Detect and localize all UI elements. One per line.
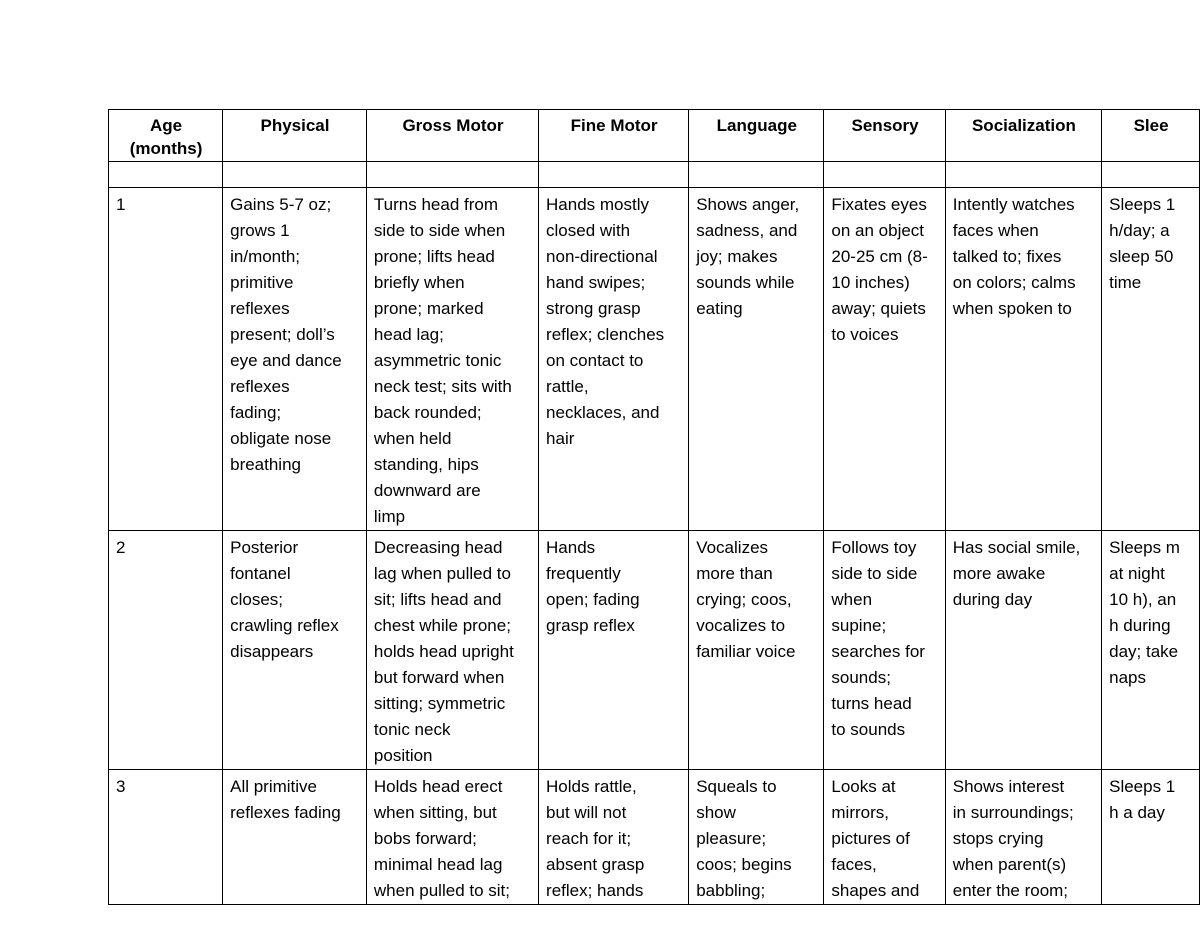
header-age: Age (months) bbox=[109, 110, 223, 162]
cell-physical: All primitive reflexes fading bbox=[223, 770, 367, 905]
blank-cell bbox=[824, 162, 945, 188]
blank-cell bbox=[366, 162, 538, 188]
header-fine-motor: Fine Motor bbox=[539, 110, 689, 162]
cell-age: 3 bbox=[109, 770, 223, 905]
cell-gross-motor: Turns head from side to side when prone; lifts head briefly when prone; marked head lag; asymmetric tonic neck test; sits with back rounded; when held standing, hips downward are limp bbox=[366, 188, 538, 531]
table-row bbox=[109, 770, 1200, 905]
table-row bbox=[109, 531, 1200, 770]
cell-sensory: Follows toy side to side when supine; searches for sounds; turns head to sounds bbox=[824, 531, 945, 770]
header-physical: Physical bbox=[223, 110, 367, 162]
blank-cell bbox=[109, 162, 223, 188]
development-table bbox=[108, 109, 1200, 905]
cell-physical: Gains 5-7 oz; grows 1 in/month; primitive reflexes present; doll’s eye and dance reflexes fading; obligate nose breathing bbox=[223, 188, 367, 531]
cell-physical: Posterior fontanel closes; crawling reflex disappears bbox=[223, 531, 367, 770]
header-gross-motor: Gross Motor bbox=[366, 110, 538, 162]
cell-gross-motor: Decreasing head lag when pulled to sit; lifts head and chest while prone; holds head upright but forward when sitting; symmetric tonic neck position bbox=[366, 531, 538, 770]
blank-row bbox=[109, 162, 1200, 188]
cell-sleep: Sleeps 1 h/day; a sleep 50 time bbox=[1102, 188, 1200, 531]
cell-age: 1 bbox=[109, 188, 223, 531]
header-sleep: Slee bbox=[1102, 110, 1200, 162]
cell-fine-motor: Holds rattle, but will not reach for it; absent grasp reflex; hands bbox=[539, 770, 689, 905]
cell-sensory: Fixates eyes on an object 20-25 cm (8- 10 inches) away; quiets to voices bbox=[824, 188, 945, 531]
cell-socialization: Intently watches faces when talked to; fixes on colors; calms when spoken to bbox=[945, 188, 1101, 531]
blank-cell bbox=[539, 162, 689, 188]
blank-cell bbox=[945, 162, 1101, 188]
cell-language: Shows anger, sadness, and joy; makes sounds while eating bbox=[689, 188, 824, 531]
header-row bbox=[109, 110, 1200, 162]
cell-age: 2 bbox=[109, 531, 223, 770]
blank-cell bbox=[223, 162, 367, 188]
header-socialization: Socialization bbox=[945, 110, 1101, 162]
header-sensory: Sensory bbox=[824, 110, 945, 162]
table-row bbox=[109, 188, 1200, 531]
header-language: Language bbox=[689, 110, 824, 162]
cell-language: Squeals to show pleasure; coos; begins babbling; bbox=[689, 770, 824, 905]
cell-sleep: Sleeps 1 h a day bbox=[1102, 770, 1200, 905]
cell-socialization: Has social smile, more awake during day bbox=[945, 531, 1101, 770]
cell-language: Vocalizes more than crying; coos, vocalizes to familiar voice bbox=[689, 531, 824, 770]
cell-gross-motor: Holds head erect when sitting, but bobs forward; minimal head lag when pulled to sit; bbox=[366, 770, 538, 905]
blank-cell bbox=[1102, 162, 1200, 188]
cell-sensory: Looks at mirrors, pictures of faces, shapes and bbox=[824, 770, 945, 905]
cell-fine-motor: Hands frequently open; fading grasp reflex bbox=[539, 531, 689, 770]
cell-socialization: Shows interest in surroundings; stops crying when parent(s) enter the room; bbox=[945, 770, 1101, 905]
cell-fine-motor: Hands mostly closed with non-directional hand swipes; strong grasp reflex; clenches on contact to rattle, necklaces, and hair bbox=[539, 188, 689, 531]
cell-sleep: Sleeps m at night 10 h), an h during day; take naps bbox=[1102, 531, 1200, 770]
blank-cell bbox=[689, 162, 824, 188]
